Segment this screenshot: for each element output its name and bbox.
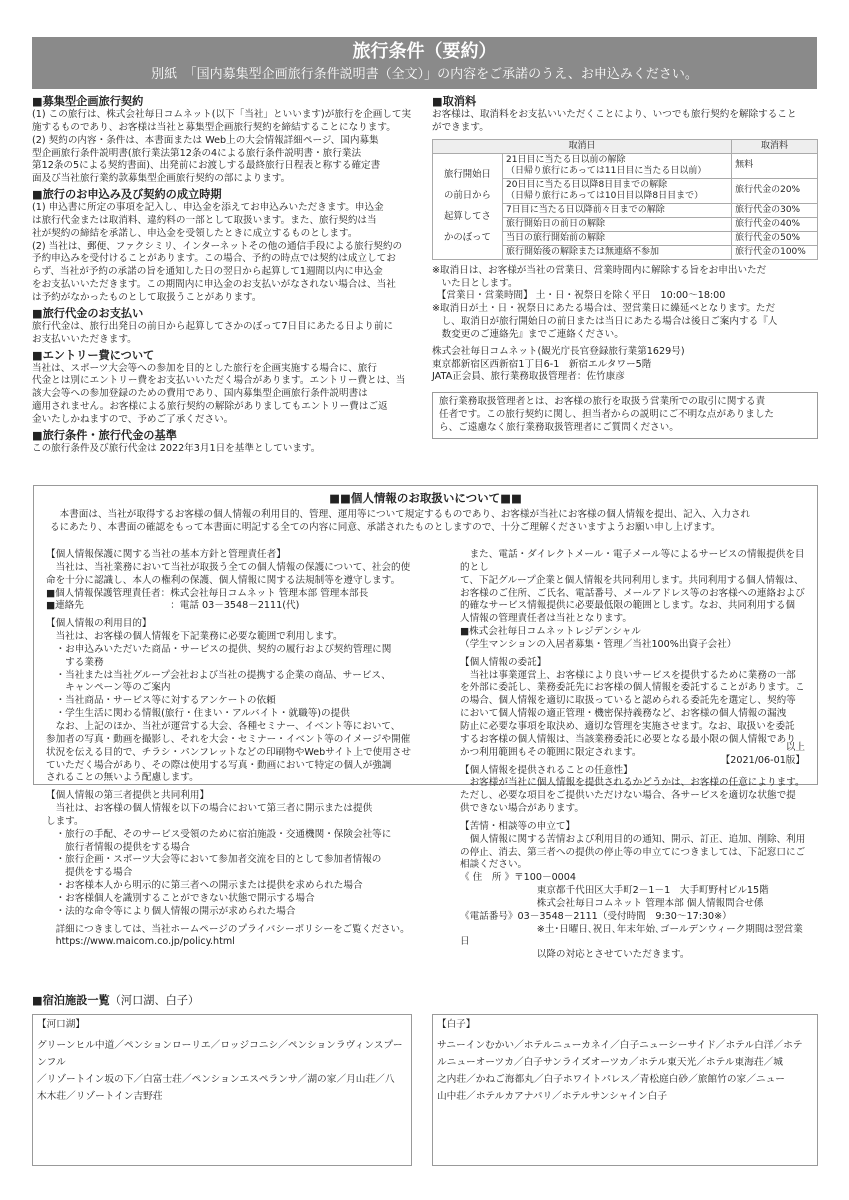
text-line: (1) 申込書に所定の事項を記入し、申込金を添えてお申込みいただきます。申込金: [32, 202, 384, 214]
text-line: ・当社または当社グループ会社および当社の提携する企業の商品、サービス、: [46, 669, 391, 681]
table-cell-fee: 旅行代金の30%: [732, 203, 818, 217]
text-line: 型企画旅行条件説明書(旅行業法第12条の4による旅行条件説明書・旅行業法: [32, 147, 362, 159]
table-cell-fee: 無料: [732, 153, 818, 178]
text-line: します。: [46, 815, 84, 827]
text-line: ていただく場合があり、その際は使用する写真・動画において特定の個人が強調: [46, 759, 392, 771]
text-line: 起算してさ: [444, 211, 491, 223]
text-line: 東京都千代田区大手町2－1－1 大手町野村ビル15階: [460, 885, 769, 897]
text-line: お客様のご住所、ご氏名、電話番号、メールアドレス等のお客様への連絡および: [460, 587, 805, 599]
text-line: する業務: [46, 656, 104, 668]
text-line: 旅行者情報の提供をする場合: [46, 841, 190, 853]
text-line: されることの無いよう配慮します。: [46, 772, 199, 784]
privacy-section: [460, 821, 812, 962]
privacy-intro: [34, 506, 817, 535]
text-line: ・お客様本人から明示的に第三者への開示または提供を求められた場合: [46, 880, 363, 892]
text-line: 【営業日・営業時間】 土・日・祝祭日を除く平日 10:00～18:00: [432, 290, 726, 302]
text-line: ■株式会社毎日コムネットレジデンシャル: [460, 626, 641, 638]
text-line: 提供をする場合: [46, 867, 133, 879]
privacy-footer: [721, 742, 805, 768]
text-line: ・学生生活に関わる情報(旅行・住まい・アルバイト・就職等)の提供: [46, 708, 350, 720]
text-line: ら、ご遠慮なく旅行業務取扱管理者にご質問ください。: [439, 421, 679, 433]
text-line: ■連絡先 ：電話 03－3548－2111(代): [46, 600, 300, 612]
text-line: 以降の対応とさせていただきます。: [460, 949, 690, 961]
privacy-section-heading: 【個人情報の委託】: [460, 656, 547, 668]
text-line: の停止、消去、第三者への提供の停止等の申立てにつきましては、下記窓口にご: [460, 846, 806, 858]
text-line: 防止に必要な事項を取決め、適切な管理を実施させます。なお、取扱いを委託: [460, 720, 795, 732]
privacy-section: [460, 549, 812, 652]
text-line: ・お申込みいただいた商品・サービスの提供、契約の履行および契約管理に関: [46, 643, 392, 655]
page-title: 旅行条件（要約）: [352, 41, 497, 62]
privacy-section-heading: 【個人情報保護に関する当社の基本方針と管理責任者】: [46, 549, 286, 560]
text-line: グリーンヒル中道／ペンションローリエ／ロッジコニシ／ペンションラヴィンスプーンフル: [37, 1039, 403, 1068]
text-line: 旅行業務取扱管理者とは、お客様の旅行を取扱う営業所での取引に関する責: [439, 396, 766, 408]
text-line: ・旅行の手配、そのサービス受領のために宿泊施設・交通機関・保険会社等に: [46, 828, 392, 840]
text-line: また、電話・ダイレクトメール・電子メール等によるサービスの情報提供を目的とし: [460, 549, 805, 573]
text-line: 人情報の管理責任者は当社となります。: [460, 613, 632, 625]
hotel-area-label: 【河口湖】: [37, 1019, 85, 1030]
table-cell-fee: 旅行代金の50%: [732, 231, 818, 245]
text-line: て、下記グループ企業と個人情報を共同利用します。共同利用する個人情報は、: [460, 574, 804, 586]
section-heading: ■募集型企画旅行契約: [32, 95, 144, 108]
section-body: [32, 202, 416, 305]
text-line: 第12条の5による契約書面)、出発前にお渡しする最終旅行日程表と称する確定書: [32, 160, 381, 172]
table-cell-fee: 旅行代金の40%: [732, 217, 818, 231]
text-line: するお客様の個人情報は、当該業務委託に必要となる最小限の個人情報であり: [460, 733, 796, 745]
table-header-cell: 取消料: [732, 139, 818, 153]
table-header-cell: 取消日: [433, 139, 732, 153]
text-line: お支払いいただきます。: [32, 333, 137, 345]
hotel-box-kawaguchiko: [32, 1014, 412, 1166]
text-line: を外部に委託し、業務委託先にお客様の個人情報を委託することがあります。こ: [460, 682, 805, 694]
privacy-left-column: [46, 544, 416, 949]
text-line: 旅行代金は、旅行出発日の前日から起算してさかのぼって7日目にあたる日より前に: [32, 320, 394, 332]
section-heading: ■旅行代金のお支払い: [32, 306, 144, 320]
table-cell-day: 21日目に当たる日以前の解除 （日帰り旅行にあっては11日目に当たる日以前）: [503, 153, 732, 178]
section-heading: ■エントリー費について: [32, 348, 155, 362]
table-cell-day: 当日の旅行開始前の解除: [503, 231, 732, 245]
privacy-section-heading: 【個人情報の第三者提供と共同利用】: [46, 790, 210, 802]
text-line: 当社は、スポーツ大会等への参加を目的とした旅行を企画実施する場合に、旅行: [32, 362, 377, 374]
privacy-title: ■■個人情報のお取扱いについて■■: [329, 491, 522, 505]
text-line: ・お客様個人を識別することができない状態で開示する場合: [46, 892, 315, 904]
hotel-names: [437, 1037, 813, 1105]
privacy-section: [46, 549, 416, 613]
table-cell-fee: 旅行代金の100%: [732, 245, 818, 259]
manager-notice-box: [432, 392, 818, 439]
text-line: 《 住 所 》〒100－0004: [460, 872, 576, 884]
hotel-list-heading: ■宿泊施設一覧（河口湖、白子）: [32, 994, 200, 1007]
text-line: 本書面は、当社が取得するお客様の個人情報の利用目的、管理、運用等について規定するものであり、お客様が当社にお客様の個人情報を提出、記入、入力され: [50, 509, 751, 521]
text-line: この旅行条件及び旅行代金は 2022年3月1日を基準としています。: [32, 442, 321, 454]
text-line: お客様は、取消料をお支払いいただくことにより、いつでも旅行契約を解除すること: [432, 109, 797, 120]
privacy-section: [46, 618, 416, 785]
text-line: 詳細につきましては、当社ホームページのプライバシーポリシーをご覧ください。: [46, 923, 410, 935]
text-line: (2) 契約の内容・条件は、本書面または Web上の大会情報詳細ページ、国内募集: [32, 134, 379, 146]
text-line: 面及び当社旅行業約款募集型企画旅行契約の部によります。: [32, 173, 291, 185]
text-line: は旅行代金または取消料、違約料の一部として取扱います。また、旅行契約は当: [32, 214, 377, 226]
text-line: 山中荘／ホテルカアナパリ／ホテルサンシャイン白子: [437, 1090, 668, 1102]
text-line: キャンペーン等のご案内: [46, 682, 171, 694]
text-line: の前日から: [444, 190, 491, 202]
section-body: [32, 321, 416, 347]
text-line: 《電話番号》03－3548－2111（受付時間 9:30～17:30※）: [460, 910, 732, 922]
text-line: ■個人情報保護管理責任者：株式会社毎日コムネット 管理本部 管理本部長: [46, 587, 369, 599]
text-line: ※取消日が土・日・祝祭日にあたる場合は、翌営業日に繰延べとなります。ただ: [432, 303, 776, 315]
text-line: かつ利用範囲もその範囲に限定されます。: [460, 746, 642, 758]
privacy-section: [46, 790, 416, 918]
cancellation-heading: ■取消料: [432, 95, 477, 108]
text-line: 社が契約の締結を承諾し、申込金を受領したときに成立するものとします。: [32, 227, 358, 239]
text-line: 金いたしかねますので、予めご了承ください。: [32, 413, 234, 425]
cancellation-table: [432, 139, 818, 260]
text-line: ができます。: [432, 121, 489, 133]
section-heading: ■旅行のお申込み及び契約の成立時期: [32, 188, 222, 202]
text-line: 供できない場合があります。: [460, 803, 584, 815]
text-line: サニーインむかい／ホテルニューカネイ／白子ニューシーサイド／ホテル白洋／ホテ: [437, 1039, 803, 1051]
terms-right-column: [432, 93, 818, 439]
text-line: 適用されません。お客様による旅行契約の解除がありましてもエントリー費はご返: [32, 401, 388, 413]
end-mark: 以上: [785, 742, 805, 753]
text-line: https://www.maicom.co.jp/policy.html: [46, 936, 235, 948]
privacy-section-heading: 【個人情報を提供されることの任意性】: [460, 764, 633, 776]
text-line: JATA正会員、旅行業務取扱管理者：佐竹康彦: [432, 371, 625, 383]
text-line: いた日とします。: [432, 277, 518, 289]
cancellation-intro: [432, 109, 818, 135]
table-cell-day: 旅行開始後の解除または無連絡不参加: [503, 245, 732, 259]
text-line: （学生マンションの入居者募集・管理／当社100%出資子会社）: [460, 638, 737, 650]
section-heading: ■旅行条件・旅行代金の基準: [32, 428, 177, 442]
text-line: 数変更のご連絡先』までご連絡ください。: [432, 328, 624, 340]
cancellation-notes: [432, 265, 818, 342]
privacy-section: [460, 765, 812, 816]
text-line: 当社は事業運営上、お客様により良いサービスを提供するために業務の一部: [460, 669, 796, 681]
text-line: 命を十分に認識し、本人の権利の保護、個人情報に関する法規制等を遵守します。: [46, 574, 401, 586]
text-line: 当社は、お客様の個人情報を下記業務に必要な範囲で利用します。: [46, 631, 343, 643]
text-line: (1) この旅行は、株式会社毎日コムネット(以下「当社」といいます)が旅行を企画して実: [32, 109, 412, 120]
table-cell-day: 7日目に当たる日以降前々日までの解除: [503, 203, 732, 217]
section-body: [32, 363, 416, 427]
text-line: 参加者の写真・動画を撮影し、それを大会・セミナー・イベント等のイメージや開催: [46, 733, 411, 745]
text-line: 当社は、当社業務において当社が取扱う全ての個人情報の保護について、社会的使: [46, 561, 411, 573]
hotel-names: [37, 1037, 407, 1105]
text-line: において個人情報の適正管理・機密保持義務など、お客様の個人情報の漏洩: [460, 708, 787, 720]
text-line: らず、当社が予約の承諾の旨を通知した日の翌日から起算して1週間以内に申込金: [32, 266, 383, 278]
text-line: ・法的な命令等により個人情報の開示が求められた場合: [46, 905, 296, 917]
text-line: 東京都新宿区西新宿1丁目6-1 新宿エルタワー5階: [432, 358, 652, 370]
text-line: 状況を伝える目的で、チラシ・パンフレットなどの印刷物やWebサイト上で使用させ: [46, 746, 411, 758]
hotel-box-shirako: [432, 1014, 818, 1166]
table-cell-fee: 旅行代金の20%: [732, 178, 818, 203]
privacy-box: [33, 485, 818, 961]
text-line: 相談ください。: [460, 859, 528, 871]
table-cell-day: 20日目に当たる日以降8日目までの解除 （日帰り旅行にあっては10日目以降8日目まで）: [503, 178, 732, 203]
text-line: ※取消日は、お客様が当社の営業日、営業時間内に解除する旨をお申出いただ: [432, 264, 767, 276]
hotel-list: [32, 992, 818, 1102]
table-row: [433, 153, 818, 178]
text-line: し、取消日が旅行開始日の前日または当日にあたる場合は後日ご案内する『人: [432, 316, 778, 328]
text-line: お客様が当社に個人情報を提供されるかどうかは、お客様の任意によります。: [460, 777, 805, 789]
text-line: 施するものであり、お客様は当社と募集型企画旅行契約を締結することになります。: [32, 121, 396, 133]
hotel-area-label: 【白子】: [437, 1019, 476, 1030]
text-line: ただし、必要な項目をご提供いただけない場合、各サービスを適切な状態で提: [460, 790, 796, 802]
text-line: ルニューオーツカ／白子サンライズオーツカ／ホテル東天光／ホテル東海荘／城: [437, 1056, 783, 1068]
text-line: かのぼって: [444, 232, 491, 244]
privacy-section-heading: 【個人情報の利用目的】: [46, 618, 152, 630]
text-line: ※土･日曜日､祝日､年末年始､ゴールデンウィーク期間は翌営業日: [460, 923, 803, 948]
version-label: 【2021/06-01版】: [720, 754, 805, 766]
text-line: は予約がなかったものとして取扱うことがあります。: [32, 291, 262, 303]
text-line: 的確なサービス情報提供に必要最低限の範囲とします。なお、共同利用する個: [460, 600, 796, 612]
section-body: [32, 443, 416, 456]
privacy-section-heading: 【苦情・相談等の申立て】: [460, 820, 576, 832]
privacy-section: [46, 924, 416, 950]
page-subtitle: 別紙 「国内募集型企画旅行条件説明書（全文）」の内容をご承諾のうえ、お申込みください。: [151, 67, 698, 82]
text-line: 代金とは別にエントリー費をお支払いいただく場合があります。エントリー費とは、当: [32, 375, 406, 387]
table-cell-day: 旅行開始日の前日の解除: [503, 217, 732, 231]
company-info: [432, 346, 818, 385]
text-line: ／リゾートイン坂の下／白富士荘／ペンションエスペランサ／湖の家／月山荘／八: [37, 1073, 395, 1085]
section-body: [32, 109, 416, 186]
title-banner: [32, 37, 817, 89]
text-line: 木木荘／リゾートイン吉野荘: [37, 1090, 163, 1102]
terms-left-column: [32, 93, 416, 456]
text-line: ・当社商品・サービス等に対するアンケートの依頼: [46, 695, 276, 707]
table-header-row: [433, 139, 818, 153]
text-line: なお、上記のほか、当社が運営する大会、各種セミナー、イベント等において、: [46, 720, 401, 732]
text-line: 旅行開始日: [444, 169, 491, 181]
text-line: (2) 当社は、郵便、ファクシミリ、インターネットその他の通信手段による旅行契約の: [32, 240, 403, 252]
text-line: の場合、個人情報を適切に取扱っていると認められる委託先を選定し、契約等: [460, 695, 796, 707]
text-line: をお支払いいただきます。この期間内に申込金のお支払いがなされない場合は、当社: [32, 279, 396, 291]
text-line: 当社は、お客様の個人情報を以下の場合において第三者に開示または提供: [46, 803, 373, 815]
text-line: 該大会等への参加登録のための費用であり、国内募集型企画旅行条件説明書は: [32, 388, 368, 400]
text-line: 株式会社毎日コムネット(観光庁長官登録旅行業第1629号): [432, 345, 685, 357]
text-line: ・旅行企画・スポーツ大会等において参加者交流を目的として参加者情報の: [46, 854, 382, 866]
text-line: 之内荘／かねご海都丸／白子ホワイトパレス／青松庭白砂／旅館竹の家／ニュー: [437, 1073, 785, 1085]
text-line: 株式会社毎日コムネット 管理本部 個人情報問合せ係: [460, 897, 764, 909]
table-row-header: [433, 153, 503, 259]
text-line: 予約申込みを受付けることがあります。この場合、予約の時点では契約は成立してお: [32, 253, 396, 265]
text-line: 任者です。この旅行契約に関し、担当者からの説明にご不明な点がありました: [439, 409, 775, 421]
text-line: るにあたり、本書面の確認をもって本書面に明記する全ての内容に同意、承諾されたものとしますので、十分ご理解くださいますようお願い申し上げます。: [50, 522, 721, 534]
text-line: 個人情報に関する苦情および利用目的の通知、開示、訂正、追加、削除、利用: [460, 833, 806, 845]
